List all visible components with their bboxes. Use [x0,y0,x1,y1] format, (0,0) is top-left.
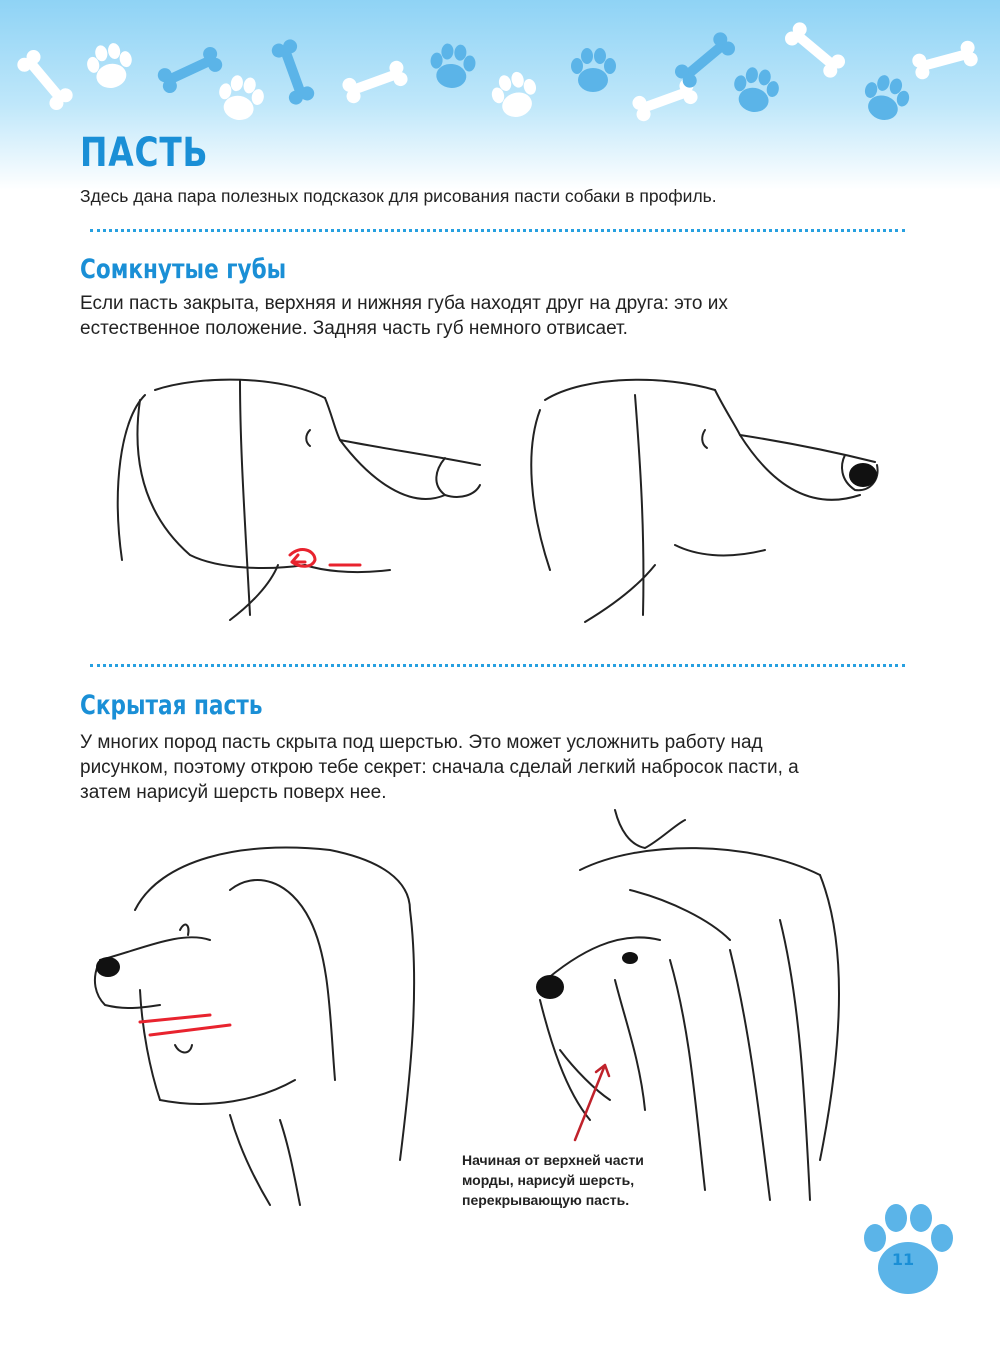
bone-icon [340,59,409,105]
paw-icon [488,68,543,122]
section-text-closed-lips: Если пасть закрыта, верхняя и нижняя губа находят друг на друга: это их естественное положение. Задняя часть губ немного отвисает. [80,293,728,339]
paw-icon [428,42,477,90]
paw-icon [84,40,136,91]
divider [90,229,905,232]
dog-nose [96,957,120,977]
page-number: 11 [891,1250,915,1269]
red-guide-line [290,550,360,567]
section-title-hidden-mouth: Скрытая пасть [80,690,263,721]
section-title-closed-lips: Сомкнутые губы [80,254,287,285]
dog-sketch-finished [525,370,895,630]
page-title: ПАСТЬ [80,130,209,176]
bone-icon [270,37,316,106]
paw-icon [859,71,914,125]
bone-icon [911,39,980,81]
section-text-hidden-mouth: У многих пород пасть скрыта под шерстью. Это может усложнить работу над рисунком, поэтому открою тебе секрет: сначала сделай легкий набросок пасти, а затем нарисуй шерсть поверх нее. [80,732,799,803]
bone-icon [782,19,848,80]
dog-nose [536,975,564,999]
paw-icon [730,65,782,116]
red-guide-line [140,1015,230,1035]
dog-nose [849,463,877,487]
paw-icon [571,48,616,92]
divider [90,664,905,667]
bone-icon [156,45,225,96]
dog-sketch-construction [100,370,520,630]
arrow-icon [575,1065,609,1140]
caption: Начиная от верхней части морды, нарисуй шерсть, перекрывающую пасть. [462,1152,644,1208]
bone-icon [14,47,75,113]
dog-eye [622,952,638,964]
long-hair-dog-sketch-construction [80,830,440,1210]
intro-text: Здесь дана пара полезных подсказок для рисования пасти собаки в профиль. [80,186,717,206]
paw-icon [215,73,267,124]
